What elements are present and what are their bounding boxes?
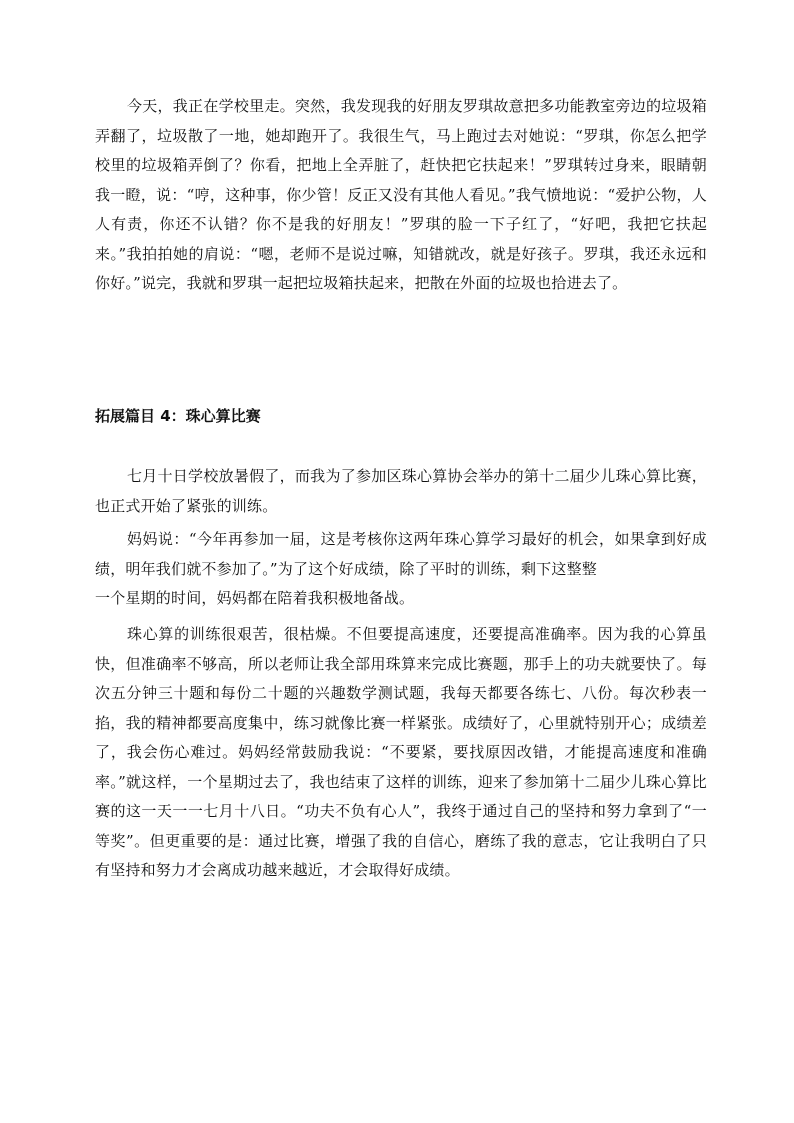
- essay-paragraph-mother: 妈妈说：“今年再参加一届，这是考核你这两年珠心算学习最好的机会，如果拿到好成绩，明年我们就不参加了。”为了这个好成绩，除了平时的训练，剩下这整整: [95, 530, 707, 578]
- essay-paragraph-intro: 七月十日学校放暑假了，而我为了参加区珠心算协会举办的第十二届少儿珠心算比赛，也正式开始了紧张的训练。: [95, 467, 707, 515]
- essay-paragraph-training: 珠心算的训练很艰苦，很枯燥。不但要提高速度，还要提高准确率。因为我的心算虽快，但准确率不够高，所以老师让我全部用珠算来完成比赛题，那手上的功夫就要快了。每次五分钟三十题和每份二十题的兴趣数学测试题，我每天都要各练七、八份。每次秒表一掐，我的精神都要高度集中，练习就像比赛一样紧张。成绩好了，心里就特别开心；成绩差了，我会伤心难过。妈妈经常鼓励我说：“不要紧，要找原因改错，才能提高速度和准确率。”就这样，一个星期过去了，我也结束了这样的训练，迎来了参加第十二届少儿珠心算比赛的这一天一一七月十八日。“功夫不负有心人”，我终于通过自己的坚持和努力拿到了“一等奖”。但更重要的是：通过比赛，增强了我的自信心，磨练了我的意志，它让我明白了只有坚持和努力才会离成功越来越近，才会取得好成绩。: [95, 625, 707, 879]
- section-heading: 拓展篇目 4：珠心算比赛: [95, 407, 261, 425]
- essay-paragraph-continuation: 一个星期的时间，妈妈都在陪着我积极地备战。: [95, 589, 415, 607]
- story-paragraph: 今天，我正在学校里走。突然，我发现我的好朋友罗琪故意把多功能教室旁边的垃圾箱弄翻了，垃圾散了一地，她却跑开了。我很生气，马上跑过去对她说：“罗琪，你怎么把学校里的垃圾箱弄倒了？你看，把地上全弄脏了，赶快把它扶起来！”罗琪转过身来，眼睛朝我一瞪，说：“哼，这种事，你少管！反正又没有其他人看见。”我气愤地说：“爱护公物，人人有责，你还不认错？你不是我的好朋友！”罗琪的脸一下子红了，“好吧，我把它扶起来。”我拍拍她的肩说：“嗯，老师不是说过嘛，知错就改，就是好孩子。罗琪，我还永远和你好。”说完，我就和罗琪一起把垃圾箱扶起来，把散在外面的垃圾也拾进去了。: [95, 97, 707, 292]
